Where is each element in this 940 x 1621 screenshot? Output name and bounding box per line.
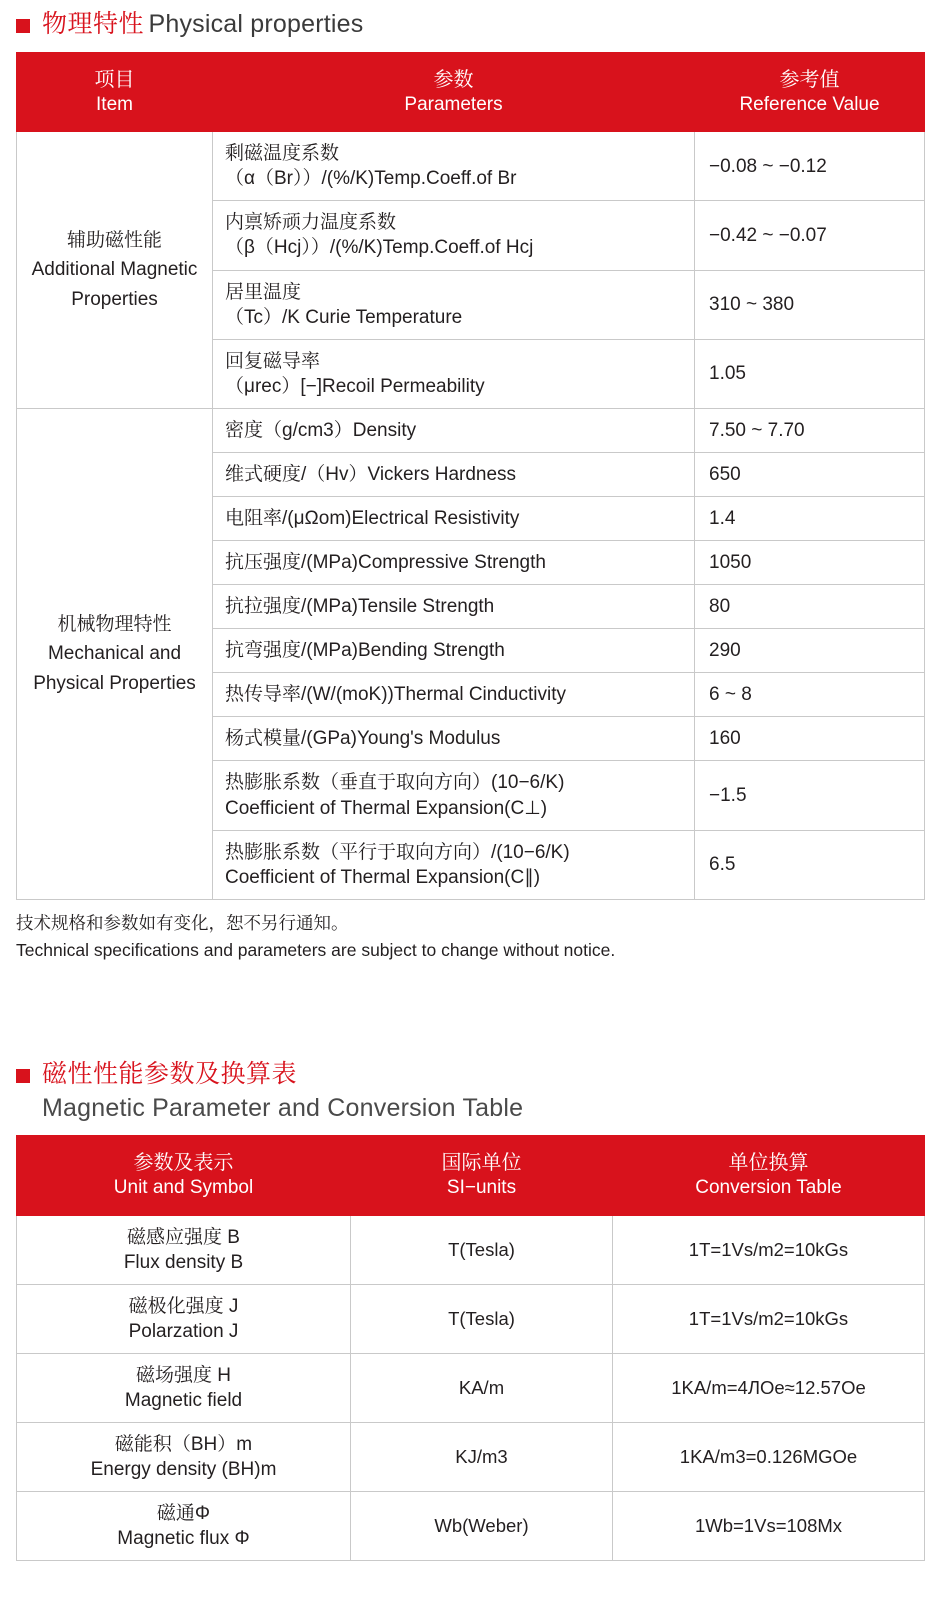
table-header-row: [17, 52, 925, 132]
reference-value-cell: 1.4: [695, 496, 925, 540]
section2-heading-en: Magnetic Parameter and Conversion Table: [42, 1093, 524, 1122]
reference-value-cell: 290: [695, 629, 925, 673]
conversion-cell: 1Wb=1Vs=108Mx: [613, 1492, 925, 1561]
parameter-cell: 抗拉强度/(MPa)Tensile Strength: [213, 585, 695, 629]
reference-value-cell: 80: [695, 585, 925, 629]
reference-value-cell: 160: [695, 717, 925, 761]
note-en: Technical specifications and parameters are subject to change without notice.: [16, 939, 616, 960]
parameter-cell: 密度（g/cm3）Density: [213, 408, 695, 452]
reference-value-cell: −1.5: [695, 761, 925, 830]
parameter-cell: 抗弯强度/(MPa)Bending Strength: [213, 629, 695, 673]
si-unit-cell: KA/m: [351, 1354, 613, 1423]
parameter-cell: 维式硬度/（Hv）Vickers Hardness: [213, 452, 695, 496]
category-additional-magnetic-properties: 辅助磁性能 Additional Magnetic Properties: [17, 132, 213, 409]
reference-value-cell: −0.42 ~ −0.07: [695, 201, 925, 270]
col-header-conversion-table: 单位换算 Conversion Table: [613, 1136, 925, 1216]
symbol-cell: 磁能积（BH）m Energy density (BH)m: [17, 1423, 351, 1492]
parameter-cell: 电阻率/(μΩom)Electrical Resistivity: [213, 496, 695, 540]
section1-heading-cn: 物理特性: [42, 10, 145, 38]
physical-properties-table: [16, 52, 925, 900]
parameter-cell: 热传导率/(W/(moK))Thermal Cinductivity: [213, 673, 695, 717]
conversion-cell: 1KA/m=4ЛOe≈12.57Oe: [613, 1354, 925, 1423]
table-row: [17, 408, 925, 452]
reference-value-cell: 1050: [695, 541, 925, 585]
parameter-cell: 热膨胀系数（垂直于取向方向）(10−6/K) Coefficient of Thermal Expansion(C⊥): [213, 761, 695, 830]
table-row: [17, 1284, 925, 1353]
conversion-cell: 1T=1Vs/m2=10kGs: [613, 1284, 925, 1353]
si-unit-cell: T(Tesla): [351, 1215, 613, 1284]
bullet-square-icon: [16, 1069, 30, 1083]
section1-heading-en: Physical properties: [148, 10, 364, 38]
col-header-item: 项目 Item: [17, 52, 213, 132]
table-header-row: [17, 1136, 925, 1216]
bullet-square-icon: [16, 19, 30, 33]
parameter-cell: 剩磁温度系数 （α（Br））/(%/K)Temp.Coeff.of Br: [213, 132, 695, 201]
table-row: [17, 1423, 925, 1492]
table-row: [17, 1215, 925, 1284]
table-row: [17, 1492, 925, 1561]
table-row: [17, 132, 925, 201]
reference-value-cell: 7.50 ~ 7.70: [695, 408, 925, 452]
col-header-unit-and-symbol: 参数及表示 Unit and Symbol: [17, 1136, 351, 1216]
reference-value-cell: 650: [695, 452, 925, 496]
col-header-reference-value: 参考值 Reference Value: [695, 52, 925, 132]
reference-value-cell: 6 ~ 8: [695, 673, 925, 717]
si-unit-cell: Wb(Weber): [351, 1492, 613, 1561]
col-header-si-units: 国际单位 SI−units: [351, 1136, 613, 1216]
parameter-cell: 内禀矫顽力温度系数 （β（Hcj））/(%/K)Temp.Coeff.of Hcj: [213, 201, 695, 270]
parameter-cell: 回复磁导率 （μrec）[−]Recoil Permeability: [213, 339, 695, 408]
section-heading-physical-properties: [16, 10, 924, 40]
si-unit-cell: KJ/m3: [351, 1423, 613, 1492]
reference-value-cell: 310 ~ 380: [695, 270, 925, 339]
parameter-cell: 抗压强度/(MPa)Compressive Strength: [213, 541, 695, 585]
col-header-parameters: 参数 Parameters: [213, 52, 695, 132]
symbol-cell: 磁通Φ Magnetic flux Φ: [17, 1492, 351, 1561]
section2-heading-cn: 磁性性能参数及换算表: [42, 1060, 298, 1088]
reference-value-cell: 1.05: [695, 339, 925, 408]
parameter-cell: 居里温度 （Tc）/K Curie Temperature: [213, 270, 695, 339]
conversion-cell: 1KA/m3=0.126MGOe: [613, 1423, 925, 1492]
disclaimer-note: [16, 910, 924, 964]
magnetic-conversion-table: [16, 1135, 925, 1561]
section-spacer: [16, 964, 924, 1050]
symbol-cell: 磁极化强度 J Polarzation J: [17, 1284, 351, 1353]
parameter-cell: 杨式模量/(GPa)Young's Modulus: [213, 717, 695, 761]
conversion-cell: 1T=1Vs/m2=10kGs: [613, 1215, 925, 1284]
symbol-cell: 磁感应强度 B Flux density B: [17, 1215, 351, 1284]
document-page: [0, 10, 940, 1561]
parameter-cell: 热膨胀系数（平行于取向方向）/(10−6/K) Coefficient of Thermal Expansion(C∥): [213, 830, 695, 899]
reference-value-cell: −0.08 ~ −0.12: [695, 132, 925, 201]
table-row: [17, 1354, 925, 1423]
reference-value-cell: 6.5: [695, 830, 925, 899]
note-cn: 技术规格和参数如有变化，恕不另行通知。: [16, 912, 349, 933]
category-mechanical-and-physical-properties: 机械物理特性 Mechanical and Physical Properties: [17, 408, 213, 899]
section-heading-magnetic-parameter: [16, 1060, 924, 1123]
symbol-cell: 磁场强度 H Magnetic field: [17, 1354, 351, 1423]
si-unit-cell: T(Tesla): [351, 1284, 613, 1353]
